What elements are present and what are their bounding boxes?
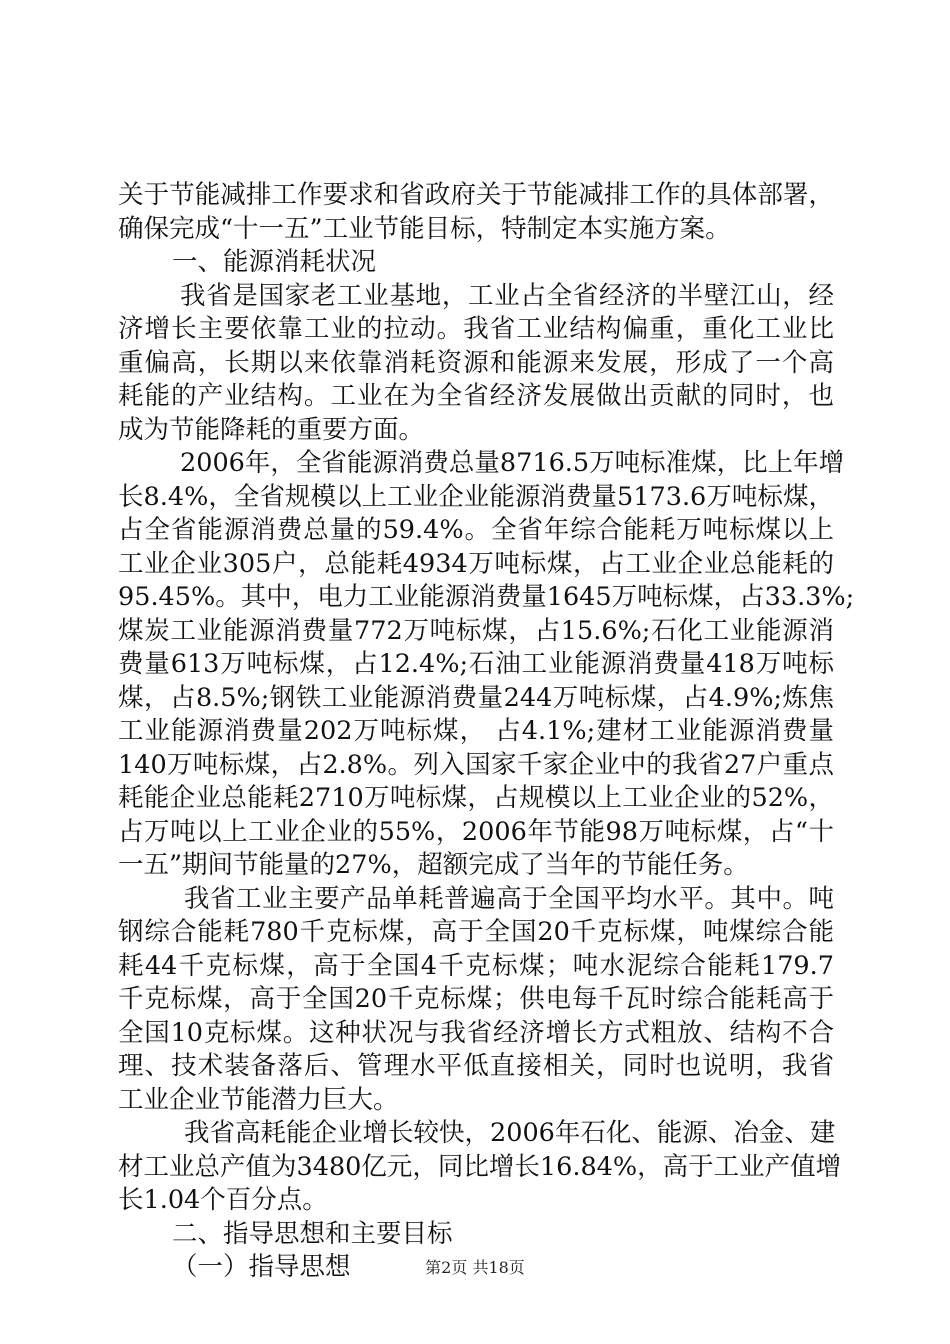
text-line: 我省高耗能企业增长较快，2006年石化、能源、冶金、建	[184, 1118, 836, 1148]
text-line: 千克标煤，高于全国20千克标煤；供电每千瓦时综合能耗高于	[118, 984, 834, 1014]
text-line: 140万吨标煤，占2.8%。列入国家千家企业中的我省27户重点	[118, 749, 834, 780]
text-line: 济增长主要依靠工业的拉动。我省工业结构偏重，重化工业比	[118, 314, 834, 344]
document-body	[118, 179, 855, 1285]
text-line: 理、技术装备落后、管理水平低直接相关，同时也说明，我省	[118, 1051, 834, 1081]
text-line: 耗44千克标煤，高于全国4千克标煤；吨水泥综合能耗179.7	[118, 950, 834, 981]
text-line: 一五”期间节能量的27%，超额完成了当年的节能任务。	[118, 850, 749, 880]
text-line: 煤，占8.5%;钢铁工业能源消费量244万吨标煤，占4.9%;炼焦	[118, 682, 834, 713]
text-line: 占万吨以上工业企业的55%，2006年节能98万吨标煤，占“十	[118, 816, 834, 847]
text-line: 95.45%。其中，电力工业能源消费量1645万吨标煤，占33.3%;	[118, 582, 855, 612]
text-line: 全国10克标煤。这种状况与我省经济增长方式粗放、结构不合	[118, 1017, 834, 1048]
text-line: 确保完成“十一五”工业节能目标，特制定本实施方案。	[118, 213, 731, 244]
text-line: 长8.4%，全省规模以上工业企业能源消费量5173.6万吨标煤，	[118, 481, 834, 512]
subsection-heading: （一）指导思想	[172, 1252, 351, 1282]
text-line: 成为节能降耗的重要方面。	[118, 414, 425, 445]
text-line: 耗能的产业结构。工业在为全省经济发展做出贡献的同时，也	[118, 381, 834, 411]
text-line: 工业能源消费量202万吨标煤， 占4.1%;建材工业能源消费量	[118, 716, 834, 746]
text-line: 煤炭工业能源消费量772万吨标煤，占15.6%;石化工业能源消	[118, 615, 834, 646]
text-line: 占全省能源消费总量的59.4%。全省年综合能耗万吨标煤以上	[118, 515, 834, 545]
section-heading: 二、指导思想和主要目标	[172, 1218, 453, 1249]
text-line: 工业企业305户，总能耗4934万吨标煤，占工业企业总能耗的	[118, 548, 834, 579]
text-line: 2006年，全省能源消费总量8716.5万吨标准煤，比上年增	[180, 448, 845, 478]
text-line: 钢综合能耗780千克标煤，高于全国20千克标煤，吨煤综合能	[118, 917, 834, 947]
text-line: 关于节能减排工作要求和省政府关于节能减排工作的具体部署，	[118, 180, 834, 210]
text-line: 材工业总产值为3480亿元，同比增长16.84%，高于工业产值增	[118, 1151, 842, 1182]
section-heading: 一、能源消耗状况	[172, 247, 377, 277]
text-line: 我省是国家老工业基地，工业占全省经济的半壁江山，经	[180, 280, 834, 311]
page-footer: 第2页 共18页	[425, 1258, 525, 1277]
text-line: 费量613万吨标煤，占12.4%;石油工业能源消费量418万吨标	[118, 649, 834, 679]
text-line: 工业企业节能潜力巨大。	[118, 1084, 399, 1115]
text-line: 耗能企业总能耗2710万吨标煤，占规模以上工业企业的52%，	[118, 783, 834, 813]
text-line: 重偏高，长期以来依靠消耗资源和能源来发展，形成了一个高	[118, 347, 834, 378]
text-line: 我省工业主要产品单耗普遍高于全国平均水平。其中。吨	[184, 883, 834, 914]
text-line: 长1.04个百分点。	[118, 1185, 328, 1215]
